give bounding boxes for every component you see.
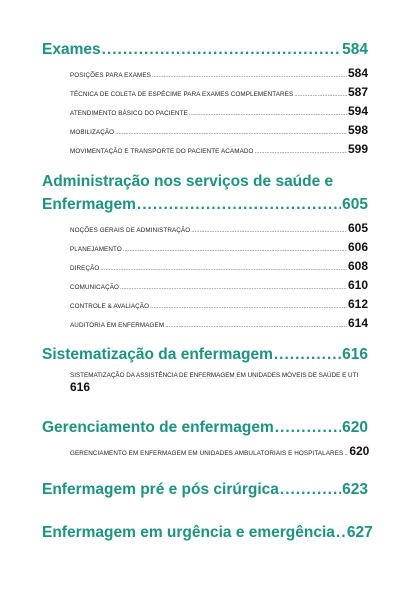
dot-leader — [165, 323, 347, 329]
dot-leader — [102, 40, 342, 60]
toc-section-administracao — [42, 172, 368, 335]
toc-item-page-number: 620 — [349, 444, 370, 458]
toc-section-heading[interactable] — [42, 195, 368, 215]
toc-item-page-number: 612 — [347, 297, 368, 311]
toc-item[interactable] — [70, 259, 368, 278]
dot-leader — [275, 418, 341, 438]
toc-item-label: TÉCNICA DE COLETA DE ESPÉCIME PARA EXAMES COMPLEMENTARES — [70, 91, 294, 98]
toc-section-gerenciamento — [42, 418, 368, 463]
dot-leader — [115, 130, 347, 136]
toc-item-label: AUDITORIA EM ENFERMAGEM — [70, 322, 165, 329]
section-title: Enfermagem — [42, 196, 136, 213]
toc-section-heading[interactable] — [42, 418, 368, 438]
section-title: Exames — [42, 41, 101, 58]
toc-item[interactable] — [70, 371, 368, 394]
section-title: Enfermagem pré e pós cirúrgica — [42, 481, 279, 498]
toc-item-page-number: 598 — [347, 123, 368, 137]
toc-item-page-number: 605 — [347, 221, 368, 235]
toc-item-label: COMUNICAÇÃO — [70, 284, 120, 291]
toc-section-sistematizacao — [42, 345, 368, 394]
dot-leader — [100, 266, 347, 272]
toc-item-label: NOÇÕES GERAIS DE ADMINISTRAÇÃO — [70, 227, 191, 234]
toc-item[interactable] — [70, 240, 368, 259]
dot-leader — [123, 247, 347, 253]
toc-item[interactable] — [70, 221, 368, 240]
section-page-number: 616 — [342, 346, 368, 363]
toc-item[interactable] — [70, 297, 368, 316]
dot-leader — [294, 92, 347, 98]
toc-item-page-number: 610 — [347, 278, 368, 292]
toc-section-exames — [42, 40, 368, 161]
toc-section-heading[interactable] — [42, 40, 368, 60]
dot-leader — [280, 480, 341, 500]
toc-item-label: DIREÇÃO — [70, 265, 100, 272]
toc-item[interactable] — [70, 66, 368, 85]
toc-item-page-number: 599 — [347, 142, 368, 156]
toc-section-heading[interactable] — [42, 480, 368, 500]
toc-item-page-number: 587 — [347, 85, 368, 99]
toc-section-heading[interactable] — [42, 523, 373, 543]
dot-leader — [137, 195, 341, 215]
toc-item-label: PLANEJAMENTO — [70, 246, 122, 253]
dot-leader — [344, 451, 348, 457]
section-page-number: 627 — [346, 524, 373, 541]
toc-item-page-number: 616 — [70, 380, 91, 394]
toc-item-page-number: 594 — [347, 104, 368, 118]
dot-leader — [191, 228, 347, 234]
toc-item-label: CONTROLE & AVALIAÇÃO — [70, 303, 150, 310]
toc-item-label: POSIÇÕES PARA EXAMES — [70, 72, 151, 79]
toc-item[interactable] — [70, 85, 368, 104]
toc-item[interactable] — [70, 278, 368, 297]
toc-item[interactable] — [70, 444, 368, 463]
dot-leader — [189, 111, 347, 117]
dot-leader — [120, 285, 347, 291]
toc-section-heading[interactable] — [42, 345, 368, 365]
section-page-number: 623 — [342, 481, 368, 498]
toc-item-label: MOVIMENTAÇÃO E TRANSPORTE DO PACIENTE ACAMADO — [70, 148, 254, 155]
toc-item[interactable] — [70, 123, 368, 142]
toc-item-label: GERENCIAMENTO EM ENFERMAGEM EM UNIDADES AMBULATORIAIS E HOSPITALARES — [70, 450, 344, 457]
toc-item-page-number: 608 — [347, 259, 368, 273]
toc-section-pre-pos-cirurgica — [42, 480, 368, 500]
toc-section-urgencia-emergencia — [42, 523, 373, 543]
dot-leader — [255, 149, 347, 155]
section-title: Enfermagem em urgência e emergência — [42, 524, 335, 541]
dot-leader — [274, 345, 341, 365]
section-page-number: 605 — [342, 196, 368, 213]
toc-item[interactable] — [70, 316, 368, 335]
toc-item-list — [70, 444, 368, 463]
toc-item-label: MOBILIZAÇÃO — [70, 129, 115, 136]
dot-leader — [150, 304, 347, 310]
section-page-number: 620 — [342, 419, 368, 436]
dot-leader — [336, 523, 346, 543]
section-title: Sistematização da enfermagem — [42, 346, 273, 363]
section-title: Gerenciamento de enfermagem — [42, 419, 274, 436]
toc-item-page-number: 614 — [347, 316, 368, 330]
toc-item-page-number: 584 — [347, 66, 368, 80]
toc-item-label: SISTEMATIZAÇÃO DA ASSISTÊNCIA DE ENFERMAGEM EM UNIDADES MÓVEIS DE SAÚDE E UTI — [70, 372, 359, 379]
section-title-line1[interactable]: Administração nos serviços de saúde e — [42, 173, 334, 190]
section-page-number: 584 — [342, 41, 368, 58]
dot-leader — [152, 73, 347, 79]
toc-item[interactable] — [70, 142, 368, 161]
toc-item-page-number: 606 — [347, 240, 368, 254]
toc-item-list — [70, 221, 368, 335]
toc-item[interactable] — [70, 104, 368, 123]
toc-item-label: ATENDIMENTO BÁSICO DO PACIENTE — [70, 110, 188, 117]
toc-item-list — [70, 66, 368, 161]
